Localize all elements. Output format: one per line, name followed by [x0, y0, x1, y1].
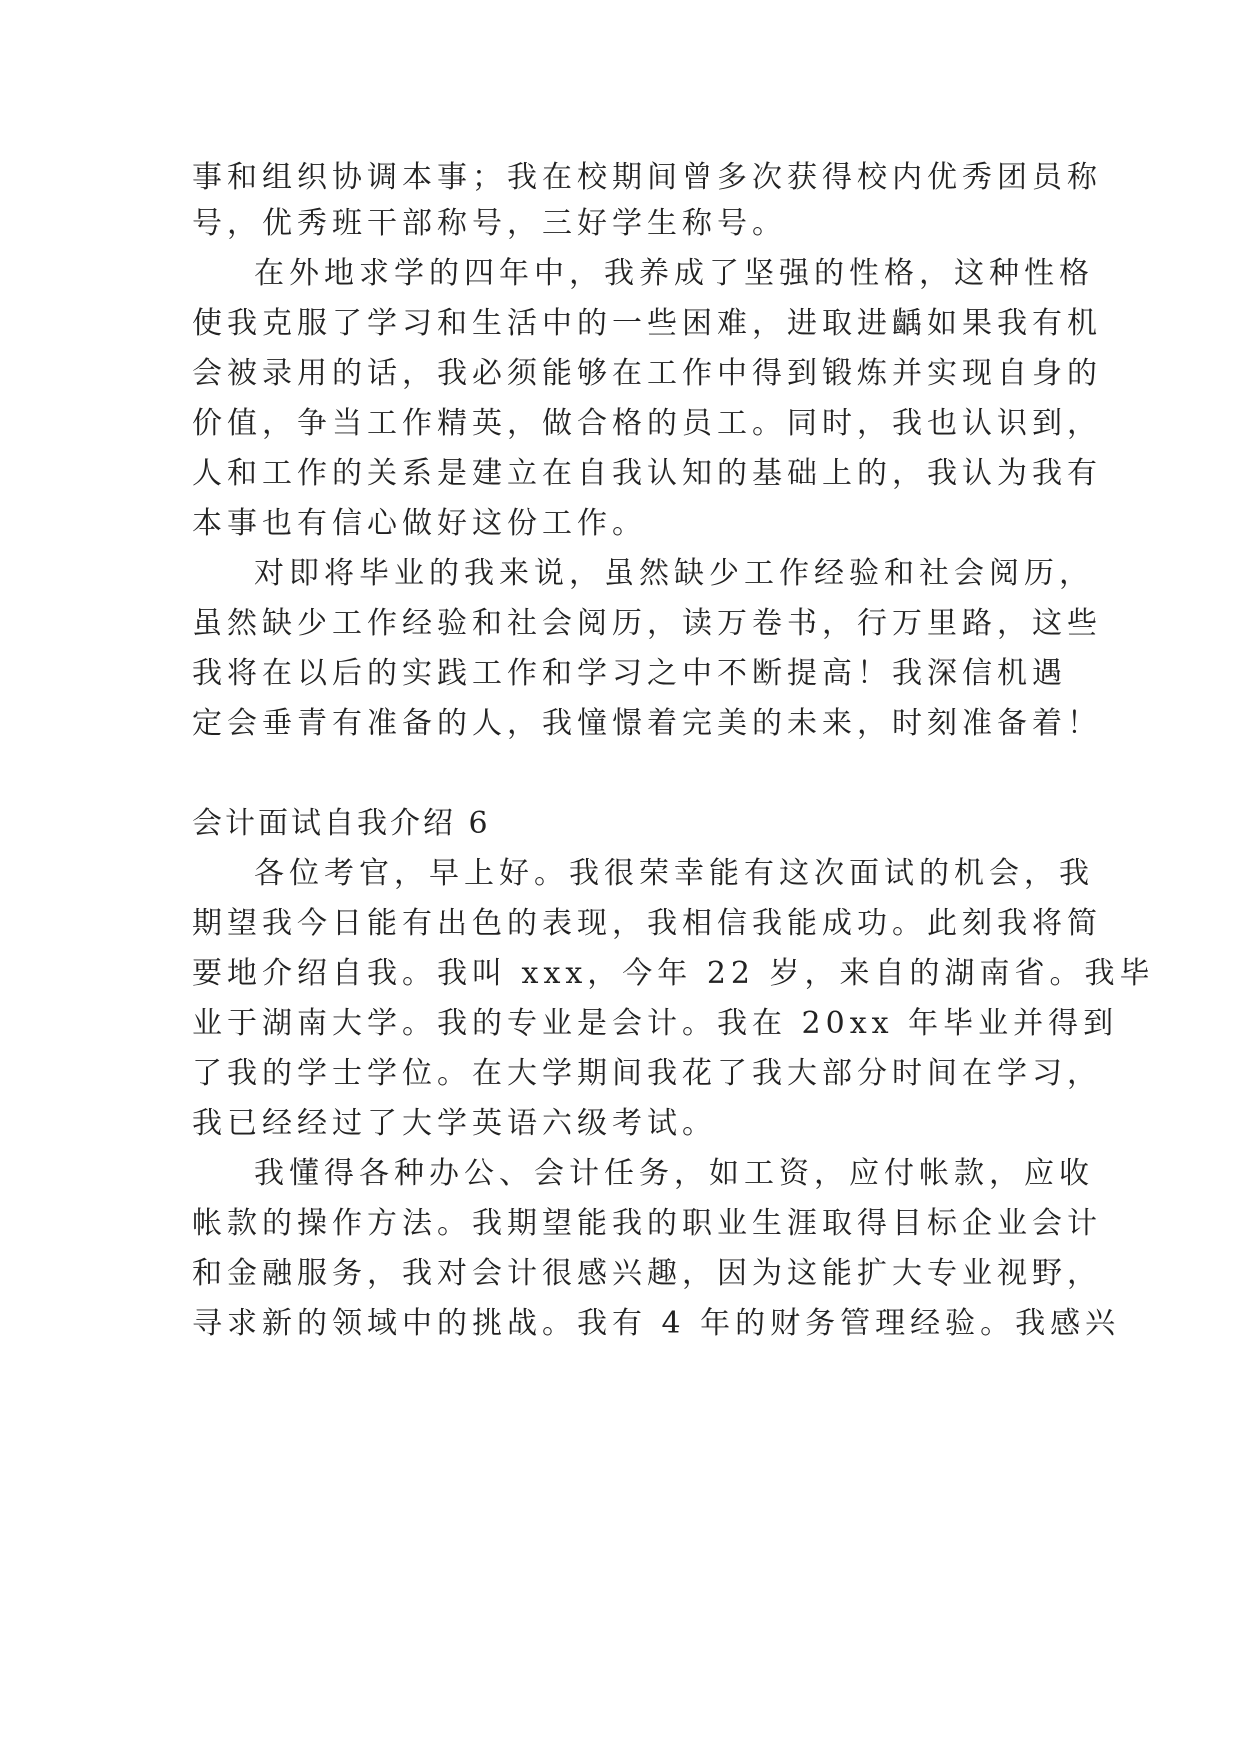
text-line: 我将在以后的实践工作和学习之中不断提高！我深信机遇 [192, 656, 1067, 691]
text-line: 定会垂青有准备的人，我憧憬着完美的未来，时刻准备着！ [192, 706, 1102, 741]
text-line: 事和组织协调本事；我在校期间曾多次获得校内优秀团员称 [192, 160, 1102, 195]
section-heading: 会计面试自我介绍 6 [192, 806, 491, 841]
text-line: 本事也有信心做好这份工作。 [192, 506, 647, 541]
text-line: 业于湖南大学。我的专业是会计。我在 20xx 年毕业并得到 [192, 1006, 1119, 1041]
text-line: 要地介绍自我。我叫 xxx，今年 22 岁，来自的湖南省。我毕 [192, 956, 1155, 991]
text-line: 和金融服务，我对会计很感兴趣，因为这能扩大专业视野， [192, 1256, 1102, 1291]
text-line: 期望我今日能有出色的表现，我相信我能成功。此刻我将简 [192, 906, 1102, 941]
text-line: 寻求新的领域中的挑战。我有 4 年的财务管理经验。我感兴 [192, 1306, 1121, 1341]
paragraph-first-line: 对即将毕业的我来说，虽然缺少工作经验和社会阅历， [254, 556, 1094, 591]
text-line: 人和工作的关系是建立在自我认知的基础上的，我认为我有 [192, 456, 1102, 491]
text-line: 了我的学士学位。在大学期间我花了我大部分时间在学习， [192, 1056, 1102, 1091]
text-line: 帐款的操作方法。我期望能我的职业生涯取得目标企业会计 [192, 1206, 1102, 1241]
paragraph-first-line: 各位考官，早上好。我很荣幸能有这次面试的机会，我 [254, 856, 1094, 891]
text-line: 虽然缺少工作经验和社会阅历，读万卷书，行万里路，这些 [192, 606, 1102, 641]
paragraph-first-line: 在外地求学的四年中，我养成了坚强的性格，这种性格 [254, 256, 1094, 291]
text-line: 我已经经过了大学英语六级考试。 [192, 1106, 717, 1141]
text-line: 价值，争当工作精英，做合格的员工。同时，我也认识到， [192, 406, 1102, 441]
text-line: 使我克服了学习和生活中的一些困难，进取进齲如果我有机 [192, 306, 1102, 341]
paragraph-first-line: 我懂得各种办公、会计任务，如工资，应付帐款，应收 [254, 1156, 1094, 1191]
text-line: 号，优秀班干部称号，三好学生称号。 [192, 206, 787, 241]
text-line: 会被录用的话，我必须能够在工作中得到锻炼并实现自身的 [192, 356, 1102, 391]
